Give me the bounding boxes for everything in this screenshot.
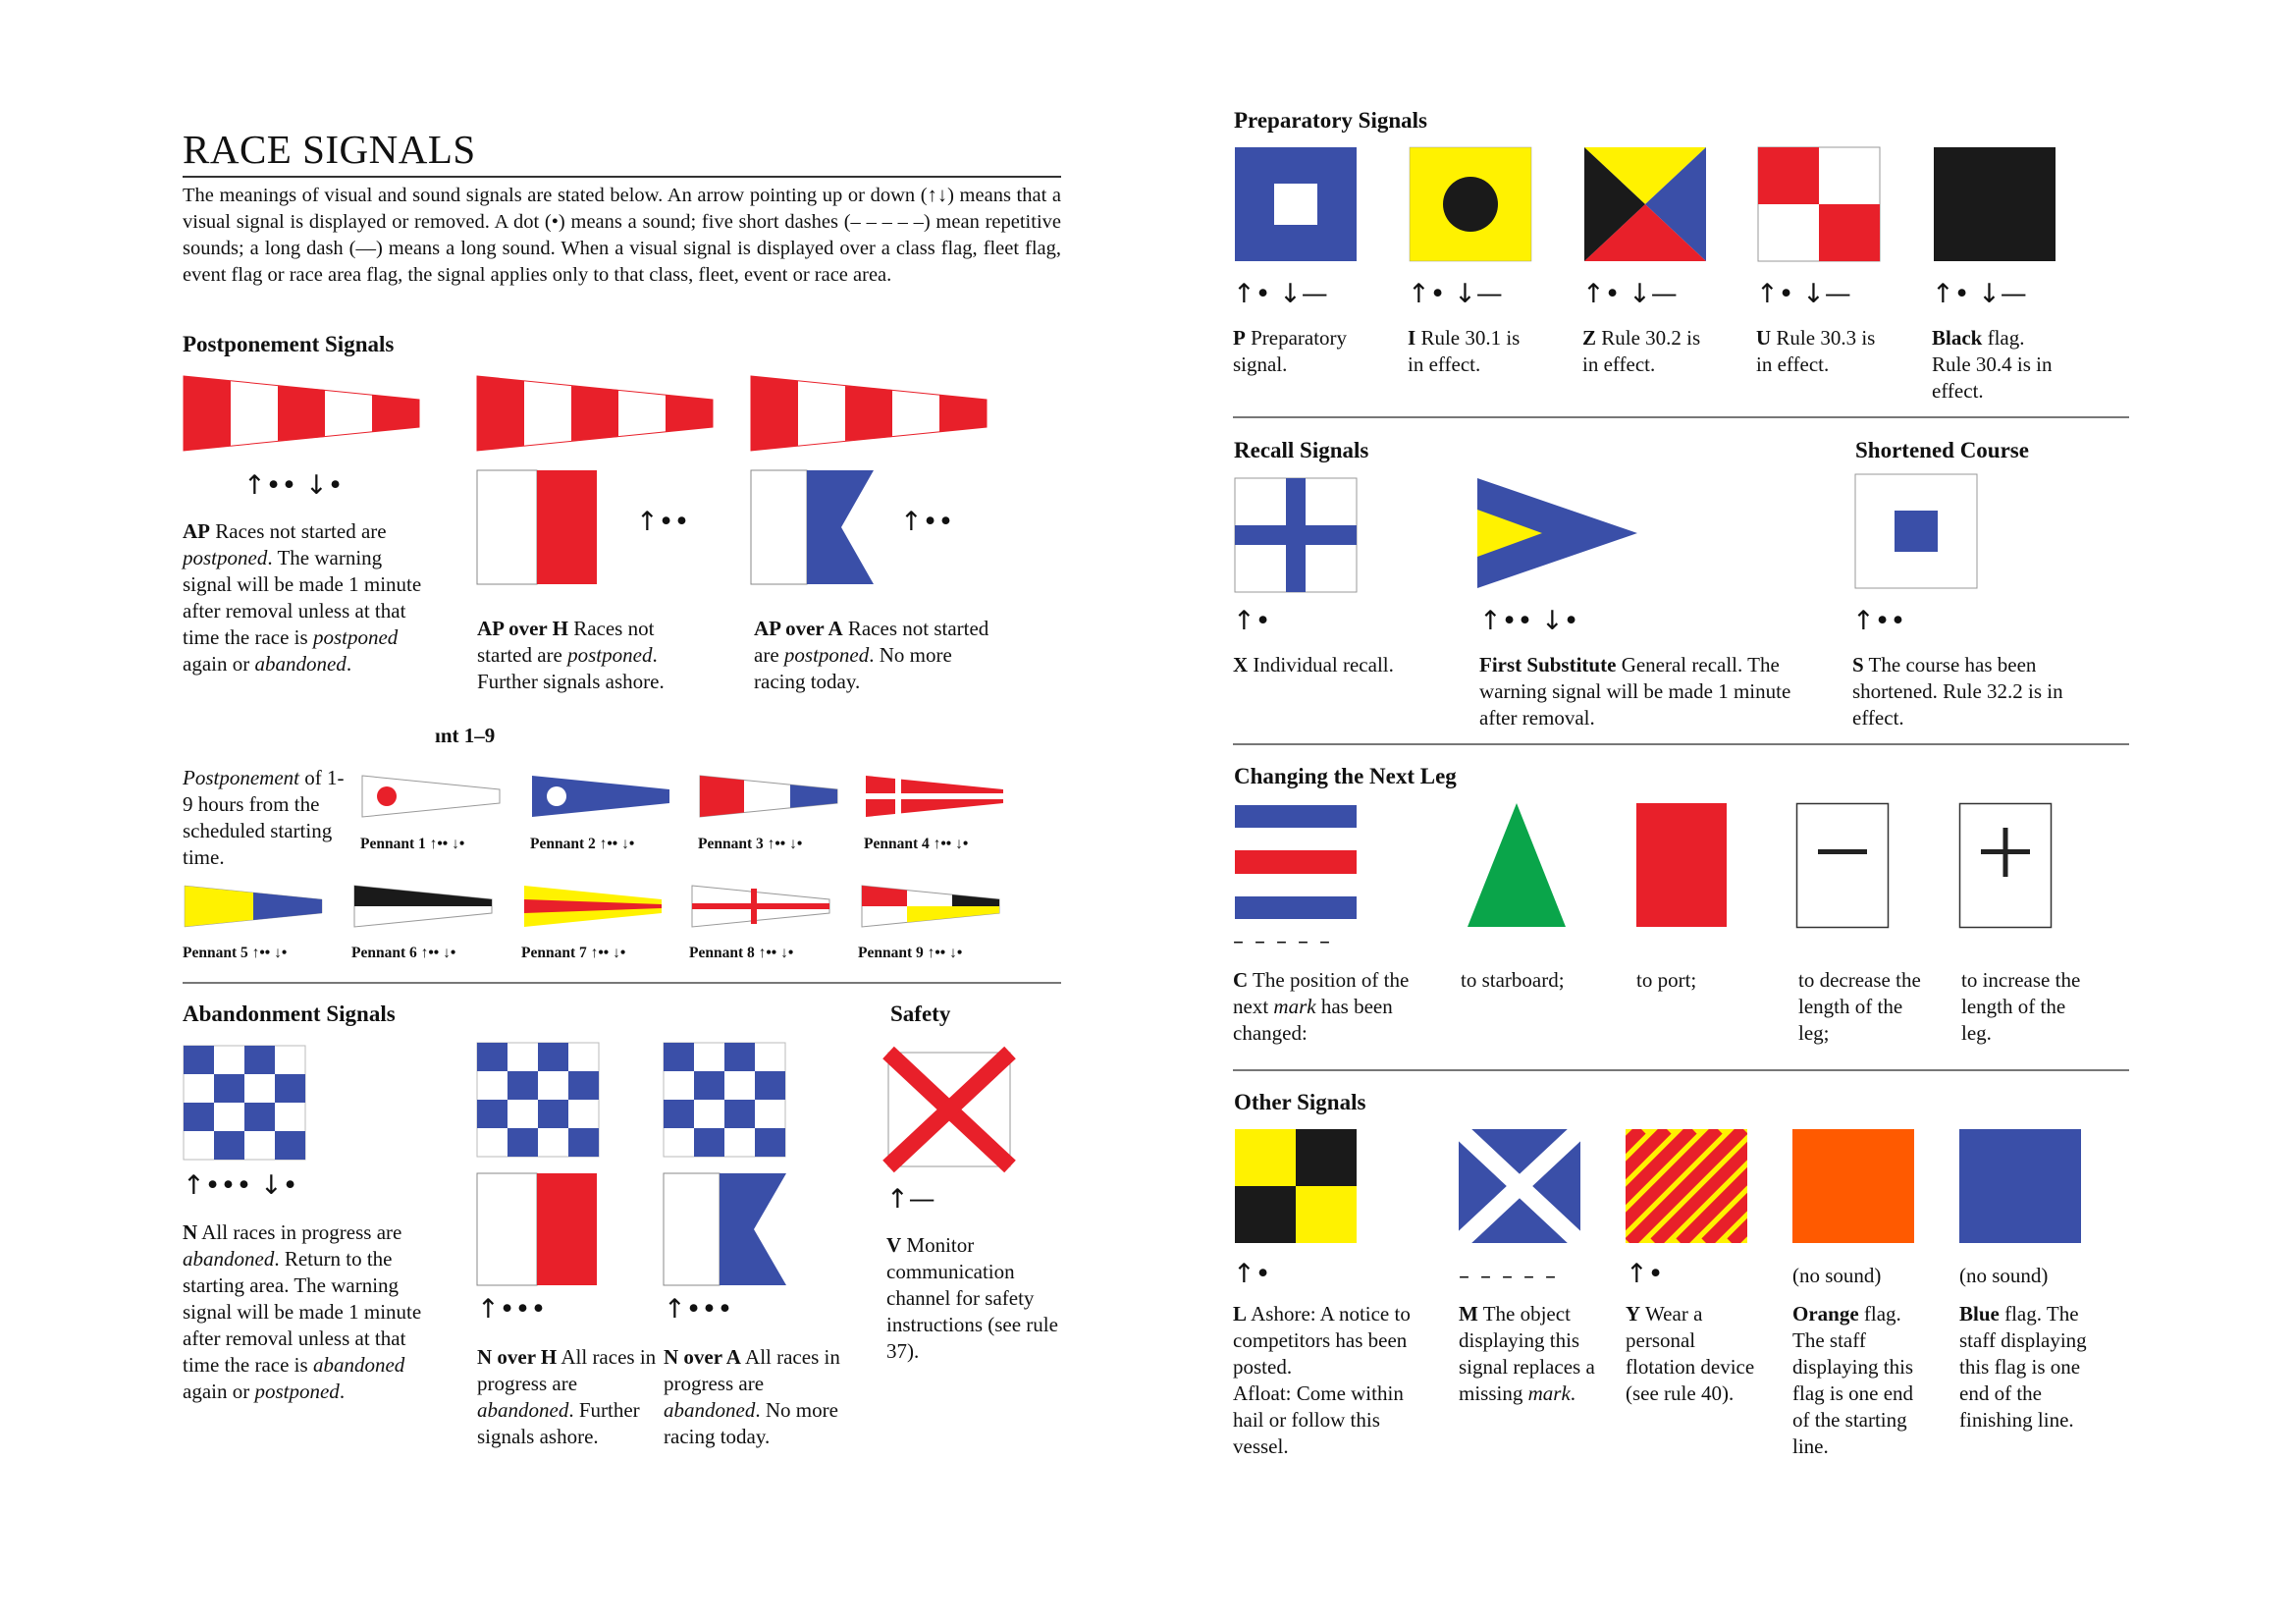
pennant-2-label: Pennant 2 ↑•• ↓• bbox=[530, 836, 635, 852]
section-divider bbox=[183, 982, 1061, 984]
pennants-heading: ınt 1–9 bbox=[435, 724, 496, 747]
pennant-3-label: Pennant 3 ↑•• ↓• bbox=[698, 836, 803, 852]
orange-caption: Orange flag. The staff displaying this flag is one end of the starting line. bbox=[1792, 1302, 1914, 1458]
orange-sound: (no sound) bbox=[1792, 1264, 1882, 1287]
pennant-9-flag bbox=[862, 886, 999, 927]
ap-sound: ↑•• ↓• bbox=[243, 470, 344, 501]
c-caption: C The position of the next mark has been changed: bbox=[1233, 968, 1410, 1045]
apa-caption: AP over A Races not started are postponed. No more racing today. bbox=[754, 617, 989, 693]
black-flag bbox=[1934, 147, 2056, 261]
i-caption: I Rule 30.1 is in effect. bbox=[1408, 326, 1521, 376]
first-substitute-flag bbox=[1477, 478, 1637, 589]
ap-flag bbox=[184, 376, 419, 453]
na-a-flag bbox=[664, 1173, 786, 1285]
starboard-caption: to starboard; bbox=[1461, 968, 1565, 992]
i-sound: ↑• ↓— bbox=[1408, 279, 1503, 309]
pennant-1-label: Pennant 1 ↑•• ↓• bbox=[360, 836, 465, 852]
first-substitute-caption: First Substitute General recall. The warning signal will be made 1 minute after removal. bbox=[1479, 653, 1791, 730]
x-sound: ↑• bbox=[1233, 606, 1271, 636]
black-sound: ↑• ↓— bbox=[1932, 279, 2027, 309]
other-heading: Other Signals bbox=[1234, 1090, 1366, 1114]
n-sound: ↑••• ↓• bbox=[183, 1170, 298, 1201]
na-sound: ↑••• bbox=[664, 1294, 733, 1325]
pennant-9-label: Pennant 9 ↑•• ↓• bbox=[858, 945, 963, 961]
plus-sign-board bbox=[1959, 803, 2052, 929]
pennant-6-flag bbox=[354, 886, 492, 927]
l-flag bbox=[1235, 1129, 1357, 1243]
port-caption: to port; bbox=[1636, 968, 1697, 992]
intro-text: The meanings of visual and sound signals are stated below. An arrow pointing up or down (↑↓) means that a visual signal is displayed or removed. A dot (•) means a sound; five short dashes (– – – – –) mean repetitive sounds; a long dash (—) means a long sound. When a visual signal is displayed over a class flag, fleet flag, event flag or race area flag, the signal applies only to that class, fleet, event or race area. bbox=[183, 185, 1061, 286]
changing-heading: Changing the Next Leg bbox=[1234, 764, 1457, 788]
n-caption: N All races in progress are abandoned. Return to the starting area. The warning signal will be made 1 minute after removal unless at that time the race is abandoned again or postponed. bbox=[183, 1220, 422, 1403]
p-sound: ↑• ↓— bbox=[1233, 279, 1328, 309]
pennant-4-flag bbox=[866, 776, 1003, 817]
y-caption: Y Wear a personal flotation device (see rule 40). bbox=[1626, 1302, 1755, 1405]
pennant-1-flag bbox=[362, 776, 500, 817]
x-flag bbox=[1235, 478, 1357, 592]
pennant-5-label: Pennant 5 ↑•• ↓• bbox=[183, 945, 288, 961]
pennants-description: Postponement of 1-9 hours from the scheduled starting time. bbox=[183, 766, 345, 869]
s-sound: ↑•• bbox=[1852, 606, 1906, 636]
p-flag bbox=[1235, 147, 1357, 261]
safety-heading: Safety bbox=[890, 1001, 951, 1026]
a-flag bbox=[751, 470, 874, 584]
c-flag bbox=[1235, 805, 1357, 919]
pennant-5-flag bbox=[185, 886, 322, 927]
i-flag bbox=[1410, 147, 1531, 261]
title-rule bbox=[183, 176, 1061, 178]
z-sound: ↑• ↓— bbox=[1582, 279, 1678, 309]
x-caption: X Individual recall. bbox=[1233, 653, 1394, 677]
l-sound: ↑• bbox=[1233, 1259, 1271, 1289]
increase-caption: to increase the length of the leg. bbox=[1961, 968, 2081, 1045]
aph-sound: ↑•• bbox=[636, 507, 690, 537]
m-caption: M The object displaying this signal replaces a missing mark. bbox=[1459, 1302, 1595, 1405]
orange-flag bbox=[1792, 1129, 1914, 1243]
na-n-flag bbox=[664, 1043, 785, 1157]
pennant-3-flag bbox=[700, 776, 837, 817]
v-sound: ↑— bbox=[886, 1184, 935, 1215]
pennant-8-flag bbox=[692, 886, 829, 927]
pennant-8-label: Pennant 8 ↑•• ↓• bbox=[689, 945, 794, 961]
pennant-4-label: Pennant 4 ↑•• ↓• bbox=[864, 836, 969, 852]
c-sound: – – – – – bbox=[1233, 930, 1332, 954]
n-flag bbox=[184, 1046, 305, 1160]
blue-sound: (no sound) bbox=[1959, 1264, 2049, 1287]
u-caption: U Rule 30.3 is in effect. bbox=[1756, 326, 1876, 376]
first-substitute-sound: ↑•• ↓• bbox=[1479, 606, 1579, 636]
blue-flag bbox=[1959, 1129, 2081, 1243]
section-divider bbox=[1233, 1069, 2129, 1071]
postponement-heading: Postponement Signals bbox=[183, 332, 395, 356]
h-flag bbox=[477, 470, 597, 584]
y-flag bbox=[1626, 1129, 1747, 1243]
m-sound: – – – – – bbox=[1459, 1265, 1558, 1289]
aph-ap-flag bbox=[477, 376, 713, 453]
nh-caption: N over H All races in progress are abandoned. Further signals ashore. bbox=[477, 1345, 657, 1448]
z-flag bbox=[1584, 147, 1706, 261]
nh-n-flag bbox=[477, 1043, 599, 1157]
recall-heading: Recall Signals bbox=[1234, 438, 1369, 462]
section-divider bbox=[1233, 416, 2129, 418]
blue-caption: Blue flag. The staff displaying this flag is one end of the finishing line. bbox=[1959, 1302, 2087, 1432]
abandonment-heading: Abandonment Signals bbox=[183, 1001, 396, 1026]
decrease-caption: to decrease the length of the leg; bbox=[1798, 968, 1921, 1045]
nh-sound: ↑••• bbox=[477, 1294, 547, 1325]
ap-caption: AP Races not started are postponed. The warning signal will be made 1 minute after removal unless at that time the race is postponed again or abandoned. bbox=[183, 519, 422, 676]
m-flag bbox=[1459, 1129, 1580, 1243]
apa-ap-flag bbox=[751, 376, 987, 453]
nh-h-flag bbox=[477, 1173, 597, 1285]
page-title: RACE SIGNALS bbox=[183, 127, 476, 172]
minus-sign-board bbox=[1796, 803, 1889, 929]
l-caption: L Ashore: A notice to competitors has been posted. Afloat: Come within hail or follow this vessel. bbox=[1233, 1302, 1411, 1458]
preparatory-heading: Preparatory Signals bbox=[1234, 108, 1427, 133]
apa-sound: ↑•• bbox=[900, 507, 954, 537]
u-sound: ↑• ↓— bbox=[1756, 279, 1851, 309]
red-rectangle-shape bbox=[1636, 803, 1727, 929]
green-triangle-shape bbox=[1468, 803, 1566, 929]
v-caption: V Monitor communication channel for safety instructions (see rule 37). bbox=[886, 1233, 1058, 1363]
shortened-course-heading: Shortened Course bbox=[1855, 438, 2029, 462]
na-caption: N over A All races in progress are abandoned. No more racing today. bbox=[664, 1345, 840, 1448]
pennant-6-label: Pennant 6 ↑•• ↓• bbox=[351, 945, 456, 961]
s-flag bbox=[1855, 474, 1977, 588]
pennant-2-flag bbox=[532, 776, 669, 817]
y-sound: ↑• bbox=[1626, 1259, 1664, 1289]
section-divider bbox=[1233, 743, 2129, 745]
pennant-7-flag bbox=[524, 886, 662, 927]
p-caption: P Preparatory signal. bbox=[1233, 326, 1348, 376]
z-caption: Z Rule 30.2 is in effect. bbox=[1582, 326, 1701, 376]
black-caption: Black flag. Rule 30.4 is in effect. bbox=[1932, 326, 2053, 403]
pennant-7-label: Pennant 7 ↑•• ↓• bbox=[521, 945, 626, 961]
aph-caption: AP over H Races not started are postponed. Further signals ashore. bbox=[477, 617, 665, 693]
s-caption: S The course has been shortened. Rule 32.2 is in effect. bbox=[1852, 653, 2063, 730]
v-flag bbox=[888, 1053, 1010, 1166]
u-flag bbox=[1758, 147, 1880, 261]
